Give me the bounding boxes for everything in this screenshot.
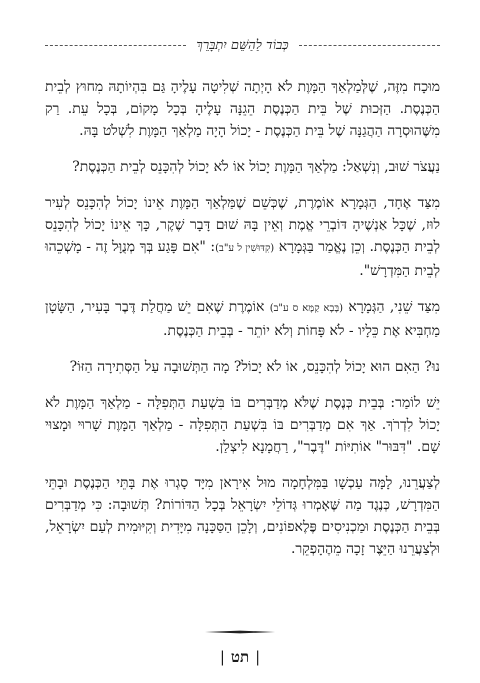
paragraph: נוּ? הַאִם הוּא יָכוֹל לְהִכָּנֵס, אוֹ לֹא יָכוֹל? מָה הַתְּשׁוּבָה עַל הַסְּתִירָה הַזּוֹ? xyxy=(69,359,440,375)
paragraph: מוּכָח מִזֶּה, שֶׁלְּמַלְאַךְ הַמָּוֶת לֹא הָיְתָה שְׁלִיטָה עָלֶיהָ גַּם בִּהְיוֹתָהּ מִחוּץ לְבֵית הַכְּנֶסֶת. הַזְּכוּת שֶׁל בֵּית הַכְּנֶסֶת הֵגֵנָּה עָלֶיהָ בְּכָל מָקוֹם, בְּכָל עֵת. רַק מִשֶּׁהוּסְרָה הַהֲגַנָּה שֶׁל בֵּית הַכְּנֶסֶת - יָכוֹל הָיָה מַלְאַךְ הַמָּוֶת לִשְׁלֹט בָּהּ. xyxy=(45,79,440,139)
page-number-value: תט xyxy=(230,648,250,666)
paragraph: מִצַּד אֶחָד, הַגְּמָרָא אוֹמֶרֶת, שֶׁכְּשֵׁם שֶׁמַּלְאַךְ הַמָּוֶת אֵינוֹ יָכוֹל לְהִכָּנֵס לְעִיר לוּז, שֶׁכָּל אַנְשֶׁיהָ דּוֹבְרֵי אֱמֶת וְאֵין בָּהּ שׁוּם דָּבָר שֶׁקֶר, כָּךְ אֵינוֹ יָכוֹל לְהִכָּנֵס לְבֵית הַכְּנֶסֶת. וְכֵן נֶאֱמַר בַּגְּמָרָא (קִדּוּשִׁין ל ע"ב): "אִם פָּגַע בְּךָ מְנֻוָּל זֶה - מָשְׁכֵהוּ לְבֵית הַמִּדְרָשׁ". xyxy=(45,195,441,279)
body-text xyxy=(45,76,440,574)
paragraph: מִצַּד שֵׁנִי, הַגְּמָרָא (בָּבָא קַמָּא ס ע"ב) אוֹמֶרֶת שֶׁאִם יֵשׁ מַחֲלַת דֶּבֶר בָּעִיר, הַשָּׂטָן מַחְבִּיא אֶת כֵּלָיו - לֹא פָּחוֹת וְלֹא יוֹתֵר - בְּבֵית הַכְּנֶסֶת. xyxy=(45,299,441,339)
running-header xyxy=(45,36,440,54)
header-title: כְּבוֹד לַהַשֵּׁם יִתְבָּרֵךְ xyxy=(196,38,289,53)
header-rule-right xyxy=(299,45,440,46)
source-citation: (בָּבָא קַמָּא ס ע"ב) xyxy=(269,303,344,314)
paragraph: לְצַעֲרֵנוּ, לָמָּה עַכְשָׁו בַּמִּלְחָמָה מוּל אִירָאן מִיָּד סָגְרוּ אֶת בָּתֵּי הַכְּנֶסֶת וּבָתֵּי הַמִּדְרָשׁ, כְּנֶגֶד מַה שֶּׁאָמְרוּ גְּדוֹלֵי יִשְׂרָאֵל בְּכָל הַדּוֹרוֹת? תְּשׁוּבָה: כִּי מְדַבְּרִים בְּבֵית הַכְּנֶסֶת וּמַכְנִיסִים פֶּלֶאפוֹנִים, וְלָכֵן הַסַּכָּנָה מִיָּדִית וְקִיּוּמִית לְעַם יִשְׂרָאֵל, וּלְצַעֲרֵנוּ הַיֵּצֶר זָכָה מֵהֶהָפְקֵר. xyxy=(45,475,440,557)
page-number-bar-right: | xyxy=(219,648,225,666)
page-number xyxy=(0,648,480,667)
header-rule-left xyxy=(45,45,186,46)
divider-ornament xyxy=(205,630,275,634)
paragraph: יֵשׁ לוֹמַר: בְּבֵית כְּנֶסֶת שֶׁלֹּא מְדַבְּרִים בּוֹ בִּשְׁעַת הַתְּפִלָּה - מַלְאַךְ הַמָּוֶת לֹא יָכוֹל לִדְרֹךְ. אַךְ אִם מְדַבְּרִים בּוֹ בִּשְׁעַת הַתְּפִלָּה - מַלְאַךְ הַמָּוֶת שָׁרוּי וּמָצוּי שָׁם. "דִּבּוּר" אוֹתִיּוֹת "דֶּבֶר", רַחֲמָנָא לִיצְלַן. xyxy=(45,395,440,455)
paragraph: נַעֲצֹר שׁוּב, וְנִשְׁאַל: מַלְאַךְ הַמָּוֶת יָכוֹל אוֹ לֹא יָכוֹל לְהִכָּנֵס לְבֵית הַכְּנֶסֶת? xyxy=(72,159,440,175)
source-citation: (קִדּוּשִׁין ל ע"ב) xyxy=(215,243,275,254)
page-number-bar-left: | xyxy=(255,648,261,666)
